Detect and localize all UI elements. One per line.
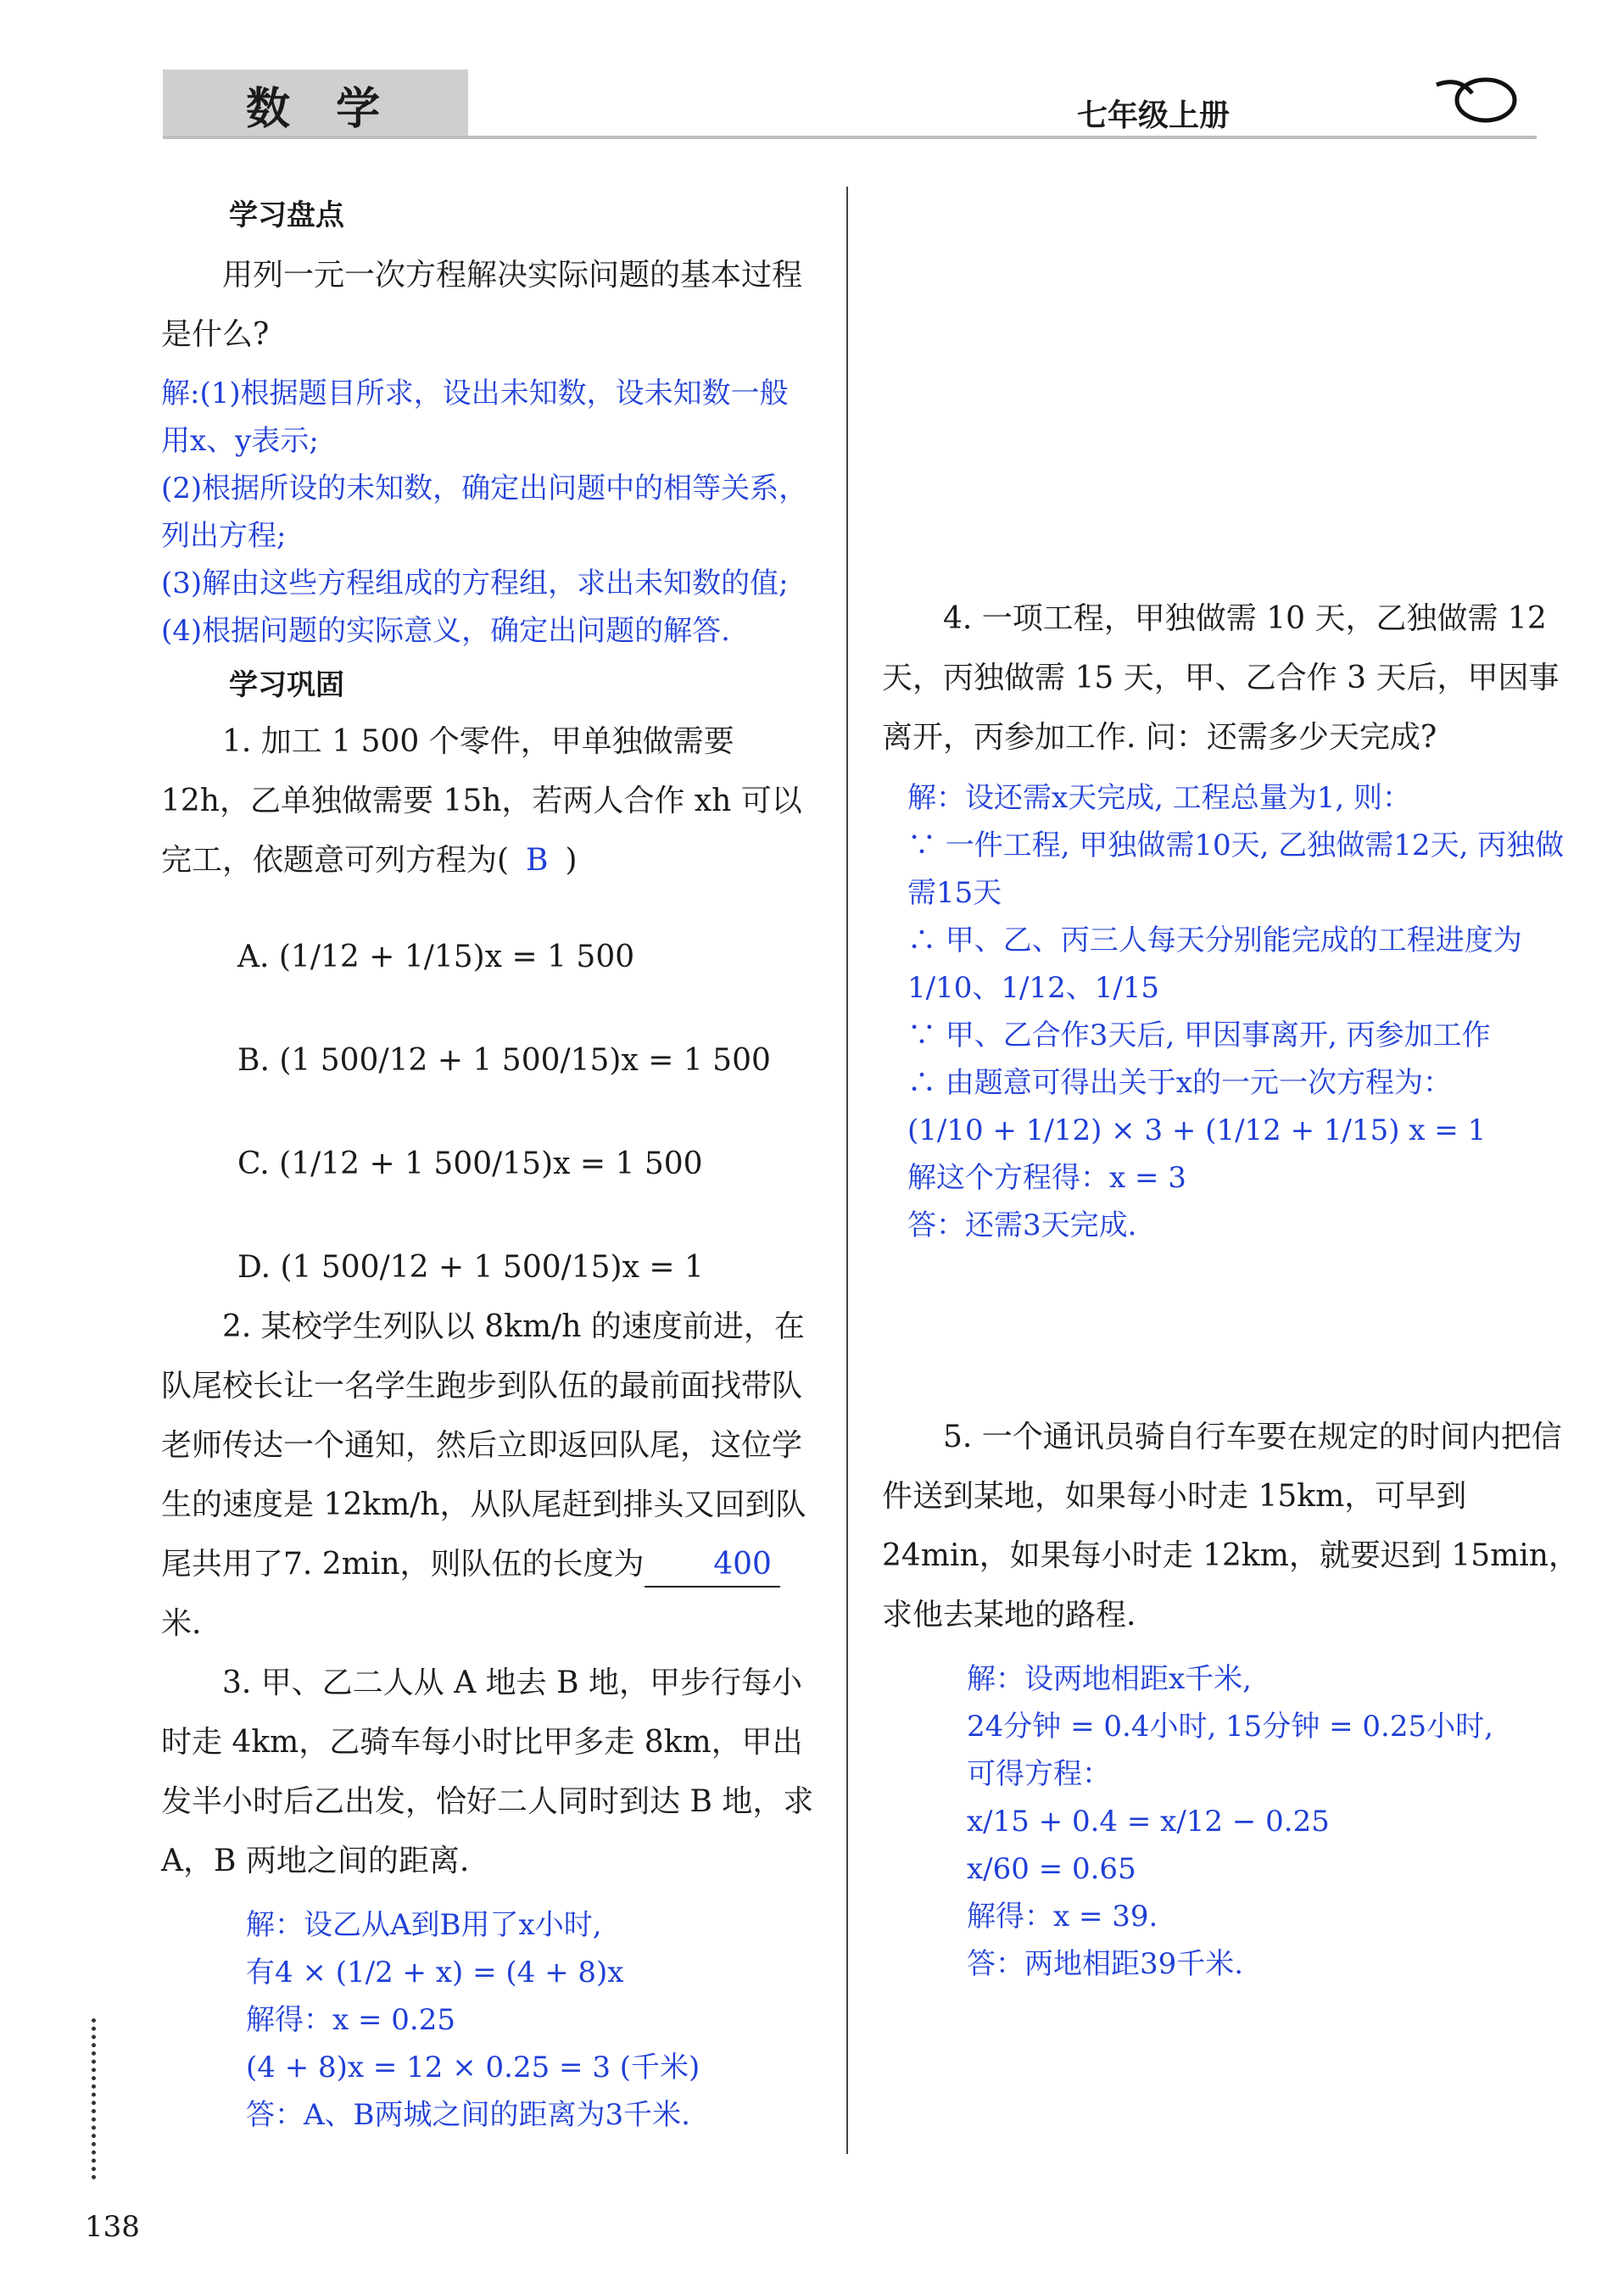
- review-answer-2: (2)根据所设的未知数，确定出问题中的相等关系，列出方程;: [161, 472, 808, 553]
- q5-solution-line: x/60 = 0.65: [967, 1852, 1136, 1886]
- q3-solution-line: 有4 × (1/2 + x) = (4 + 8)x: [246, 1956, 624, 1989]
- question-1: [161, 712, 814, 1320]
- q3-solution-line: 解得：x = 0.25: [246, 2003, 455, 2037]
- section-practice: 学习巩固: [229, 668, 344, 702]
- q3-solution-line: 答：A、B两城之间的距离为3千米.: [246, 2098, 690, 2132]
- q2-stem: 2. 某校学生列队以 8km/h 的速度前进，在队尾校长让一名学生跑步到队伍的最前面找带队老师传达一个通知，然后立即返回队尾，这位学生的速度是 12km/h，从队尾赶到排头又回到队尾共用了7. 2min，则队伍的长度为: [161, 1309, 806, 1582]
- margin-dots: [92, 2018, 96, 2179]
- question-2: [161, 1297, 814, 1654]
- grade-label: 七年级上册: [1077, 98, 1231, 133]
- q1-option-b: B. (1 500/12 + 1 500/15)x = 1 500: [237, 1043, 771, 1078]
- q5-solution-line: 可得方程：: [967, 1757, 1111, 1791]
- q4-solution: [907, 774, 1586, 1249]
- subject-title: 数 学: [246, 83, 396, 135]
- q4-solution-line: ∴ 甲、乙、丙三人每天分别能完成的工程进度为 1/10、1/12、1/15: [907, 924, 1522, 1005]
- q5-stem: 5. 一个通讯员骑自行车要在规定的时间内把信件送到某地，如果每小时走 15km，可早到 24min，如果每小时走 12km，就要迟到 15min，求他去某地的路程.: [882, 1420, 1579, 1632]
- q4-solution-line: 答：还需3天完成.: [907, 1208, 1137, 1242]
- q5-solution-line: 解：设两地相距x千米,: [967, 1662, 1252, 1696]
- mouse-logo-icon: [1433, 68, 1526, 127]
- review-block: [161, 246, 814, 655]
- review-question: 用列一元一次方程解决实际问题的基本过程是什么?: [161, 258, 803, 352]
- q1-stem-end: ): [565, 843, 578, 878]
- q4-solution-line: 解：设还需x天完成, 工程总量为1, 则：: [907, 781, 1412, 815]
- section-review: 学习盘点: [229, 198, 344, 232]
- q5-solution-line: 解得：x = 39.: [967, 1900, 1158, 1934]
- question-4: [882, 589, 1586, 1249]
- q2-unit: 米.: [161, 1606, 202, 1641]
- q4-stem: 4. 一项工程，甲独做需 10 天，乙独做需 12 天，丙独做需 15 天，甲、乙合作 3 天后，甲因事离开，丙参加工作. 问：还需多少天完成?: [882, 601, 1560, 755]
- q1-stem: 1. 加工 1 500 个零件，甲单独做需要 12h，乙单独做需要 15h，若两人合作 xh 可以完工，依题意可列方程为(: [161, 724, 802, 878]
- q4-solution-line: ∵ 甲、乙合作3天后, 甲因事离开, 丙参加工作: [907, 1018, 1491, 1052]
- q3-solution-line: (4 + 8)x = 12 × 0.25 = 3 (千米): [246, 2051, 700, 2084]
- question-3: [161, 1654, 814, 2139]
- q5-solution-line: 答：两地相距39千米.: [967, 1947, 1244, 1981]
- q5-solution-line: x/15 + 0.4 = x/12 − 0.25: [967, 1805, 1330, 1839]
- review-answer-1: 解:(1)根据题目所求，设出未知数，设未知数一般用x、y表示;: [161, 377, 789, 458]
- q4-solution-line: ∴ 由题意可得出关于x的一元一次方程为：: [907, 1066, 1452, 1100]
- q3-solution: [246, 1901, 814, 2139]
- page-number: 138: [85, 2210, 140, 2244]
- q4-solution-line: 解这个方程得：x = 3: [907, 1161, 1186, 1195]
- q5-solution-line: 24分钟 = 0.4小时, 15分钟 = 0.25小时,: [967, 1710, 1493, 1744]
- q1-option-d: D. (1 500/12 + 1 500/15)x = 1: [237, 1250, 704, 1285]
- q4-solution-line: (1/10 + 1/12) × 3 + (1/12 + 1/15) x = 1: [907, 1113, 1487, 1147]
- column-divider: [846, 187, 848, 2154]
- q2-answer-blank: 400: [645, 1543, 780, 1588]
- q3-solution-line: 解：设乙从A到B用了x小时,: [246, 1908, 602, 1942]
- q1-option-a: A. (1/12 + 1/15)x = 1 500: [237, 940, 635, 974]
- q1-option-c: C. (1/12 + 1 500/15)x = 1 500: [237, 1147, 703, 1181]
- review-answer-3: (3)解由这些方程组成的方程组，求出未知数的值;: [161, 566, 789, 600]
- q3-stem: 3. 甲、乙二人从 A 地去 B 地，甲步行每小时走 4km，乙骑车每小时比甲多走 8km，甲出发半小时后乙出发，恰好二人同时到达 B 地，求 A，B 两地之间的距离.: [161, 1666, 814, 1878]
- question-5: [882, 1408, 1586, 1988]
- q1-answer: B: [526, 843, 549, 878]
- q5-solution: [967, 1655, 1586, 1988]
- review-answer-4: (4)根据问题的实际意义，确定出问题的解答.: [161, 614, 730, 648]
- q4-solution-line: ∵ 一件工程, 甲独做需10天, 乙独做需12天, 丙独做需15天: [907, 829, 1565, 910]
